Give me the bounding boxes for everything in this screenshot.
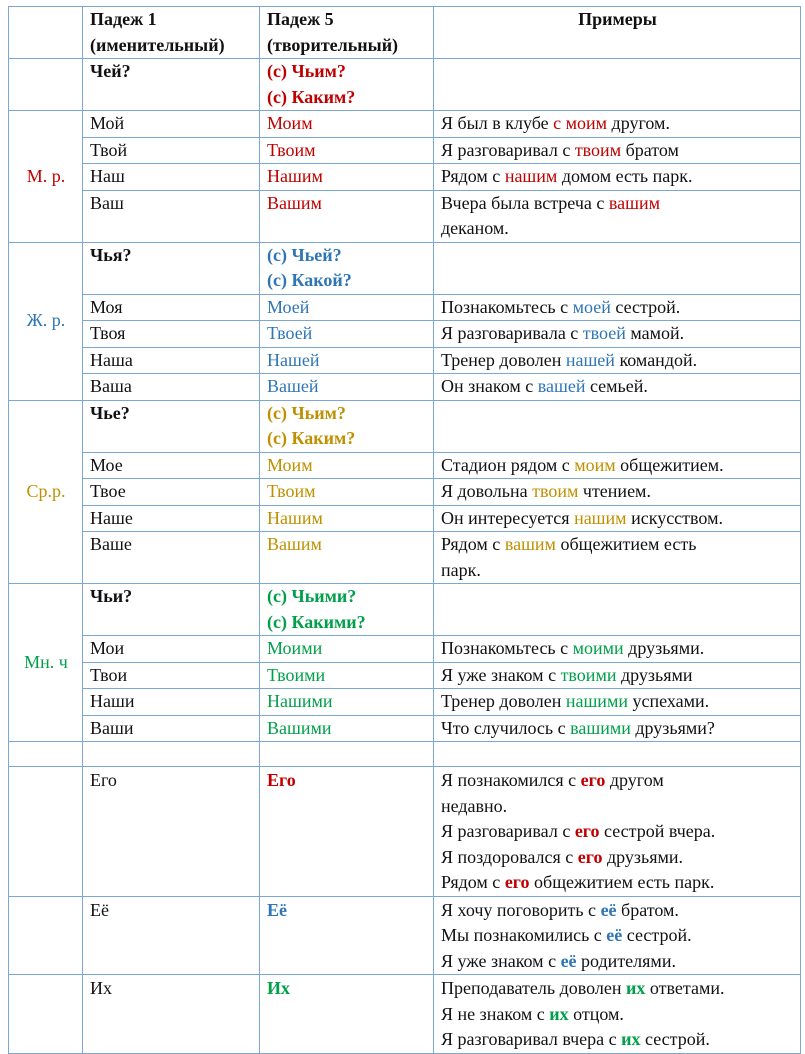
fem-question: Чья? xyxy=(83,242,260,294)
plural-question: Чьи? xyxy=(83,584,260,636)
nom-cell: Мои xyxy=(83,636,260,663)
ins-cell: Твоим xyxy=(260,479,434,506)
nom-cell: Наши xyxy=(83,689,260,716)
blank-cell xyxy=(434,584,801,636)
masc-question: Чей? xyxy=(83,59,260,111)
plural-label: Мн. ч xyxy=(9,584,83,742)
ins-cell: Нашими xyxy=(260,689,434,716)
nom-cell: Твое xyxy=(83,479,260,506)
ins-cell: Вашим xyxy=(260,532,434,584)
plural-row xyxy=(9,636,801,663)
nom-cell: Ваш xyxy=(83,190,260,242)
blank-cell xyxy=(9,742,83,767)
blank-cell xyxy=(434,400,801,452)
nom-cell: Моя xyxy=(83,294,260,321)
blank-cell xyxy=(434,742,801,767)
blank-cell xyxy=(9,896,83,975)
nom-cell: Мой xyxy=(83,111,260,138)
nom-cell: Ваши xyxy=(83,715,260,742)
neut-label: Ср.р. xyxy=(9,400,83,584)
fem-question-row xyxy=(9,242,801,294)
ins-cell: Его xyxy=(260,767,434,897)
example-cell: Я разговаривала с твоей мамой. xyxy=(434,321,801,348)
header-case5: Падеж 5 (творительный) xyxy=(260,7,434,59)
neut-row xyxy=(9,505,801,532)
ins-cell: Моим xyxy=(260,452,434,479)
ins-cell: Моими xyxy=(260,636,434,663)
fem-question-instr: (с) Чьей? (с) Какой? xyxy=(260,242,434,294)
header-blank xyxy=(9,7,83,59)
nom-cell: Ваша xyxy=(83,374,260,401)
masc-question-row xyxy=(9,59,801,111)
ins-cell: Твоим xyxy=(260,137,434,164)
example-cell: Он интересуется нашим искусством. xyxy=(434,505,801,532)
ins-cell: Вашей xyxy=(260,374,434,401)
masc-question-instr: (с) Чьим? (с) Каким? xyxy=(260,59,434,111)
neut-row xyxy=(9,532,801,584)
third-row-ikh xyxy=(9,975,801,1054)
nom-cell: Наше xyxy=(83,505,260,532)
example-cell: Рядом с вашим общежитием есть парк. xyxy=(434,532,801,584)
ins-cell: Моим xyxy=(260,111,434,138)
nom-cell: Мое xyxy=(83,452,260,479)
masc-label: М. р. xyxy=(9,111,83,243)
neut-row xyxy=(9,479,801,506)
example-cell: Вчера была встреча с вашим деканом. xyxy=(434,190,801,242)
ins-cell: Её xyxy=(260,896,434,975)
example-cell: Познакомьтесь с моими друзьями. xyxy=(434,636,801,663)
example-cell: Познакомьтесь с моей сестрой. xyxy=(434,294,801,321)
ins-cell: Моей xyxy=(260,294,434,321)
ins-cell: Нашим xyxy=(260,505,434,532)
blank-cell xyxy=(9,975,83,1054)
third-row-ego xyxy=(9,767,801,897)
ins-cell: Твоими xyxy=(260,662,434,689)
neut-question: Чье? xyxy=(83,400,260,452)
plural-row xyxy=(9,715,801,742)
masc-row xyxy=(9,190,801,242)
example-cell: Я был в клубе с моим другом. xyxy=(434,111,801,138)
blank-cell xyxy=(83,742,260,767)
nom-cell: Их xyxy=(83,975,260,1054)
nom-cell: Твой xyxy=(83,137,260,164)
ins-cell: Вашим xyxy=(260,190,434,242)
fem-row xyxy=(9,374,801,401)
header-examples: Примеры xyxy=(434,7,801,59)
example-cell: Что случилось с вашими друзьями? xyxy=(434,715,801,742)
example-cell: Он знаком с вашей семьей. xyxy=(434,374,801,401)
nom-cell: Наша xyxy=(83,347,260,374)
masc-row xyxy=(9,164,801,191)
neut-question-row xyxy=(9,400,801,452)
nom-cell: Наш xyxy=(83,164,260,191)
plural-row xyxy=(9,662,801,689)
nom-cell: Его xyxy=(83,767,260,897)
example-cell: Тренер доволен нашими успехами. xyxy=(434,689,801,716)
nom-cell: Её xyxy=(83,896,260,975)
ins-cell: Твоей xyxy=(260,321,434,348)
blank-cell xyxy=(434,59,801,111)
plural-row xyxy=(9,689,801,716)
plural-question-instr: (с) Чьими? (с) Какими? xyxy=(260,584,434,636)
possessive-pronouns-table xyxy=(8,6,801,1054)
fem-row xyxy=(9,347,801,374)
example-cell: Тренер доволен нашей командой. xyxy=(434,347,801,374)
example-cell: Я уже знаком с твоими друзьями xyxy=(434,662,801,689)
example-cell: Рядом с нашим домом есть парк. xyxy=(434,164,801,191)
nom-cell: Твои xyxy=(83,662,260,689)
third-row-eyo xyxy=(9,896,801,975)
header-case1: Падеж 1 (именительный) xyxy=(83,7,260,59)
spacer-row xyxy=(9,742,801,767)
neut-row xyxy=(9,452,801,479)
example-cell: Я познакомился с его другом недавно. Я разговаривал с его сестрой вчера. Я поздоровался с его друзьями. Рядом с его общежитием есть парк. xyxy=(434,767,801,897)
ins-cell: Вашими xyxy=(260,715,434,742)
fem-row xyxy=(9,321,801,348)
nom-cell: Ваше xyxy=(83,532,260,584)
example-cell: Преподаватель доволен их ответами. Я не знаком с их отцом. Я разговаривал вчера с их сестрой. xyxy=(434,975,801,1054)
ins-cell: Их xyxy=(260,975,434,1054)
blank-cell xyxy=(9,767,83,897)
example-cell: Я хочу поговорить с её братом. Мы познакомились с её сестрой. Я уже знаком с её родителями. xyxy=(434,896,801,975)
nom-cell: Твоя xyxy=(83,321,260,348)
blank-cell xyxy=(260,742,434,767)
example-cell: Стадион рядом с моим общежитием. xyxy=(434,452,801,479)
blank-cell xyxy=(9,59,83,111)
header-row xyxy=(9,7,801,59)
ins-cell: Нашей xyxy=(260,347,434,374)
example-cell: Я разговаривал с твоим братом xyxy=(434,137,801,164)
example-cell: Я довольна твоим чтением. xyxy=(434,479,801,506)
neut-question-instr: (с) Чьим? (с) Каким? xyxy=(260,400,434,452)
fem-row xyxy=(9,294,801,321)
masc-row xyxy=(9,111,801,138)
masc-row xyxy=(9,137,801,164)
fem-label: Ж. р. xyxy=(9,242,83,400)
blank-cell xyxy=(434,242,801,294)
ins-cell: Нашим xyxy=(260,164,434,191)
plural-question-row xyxy=(9,584,801,636)
